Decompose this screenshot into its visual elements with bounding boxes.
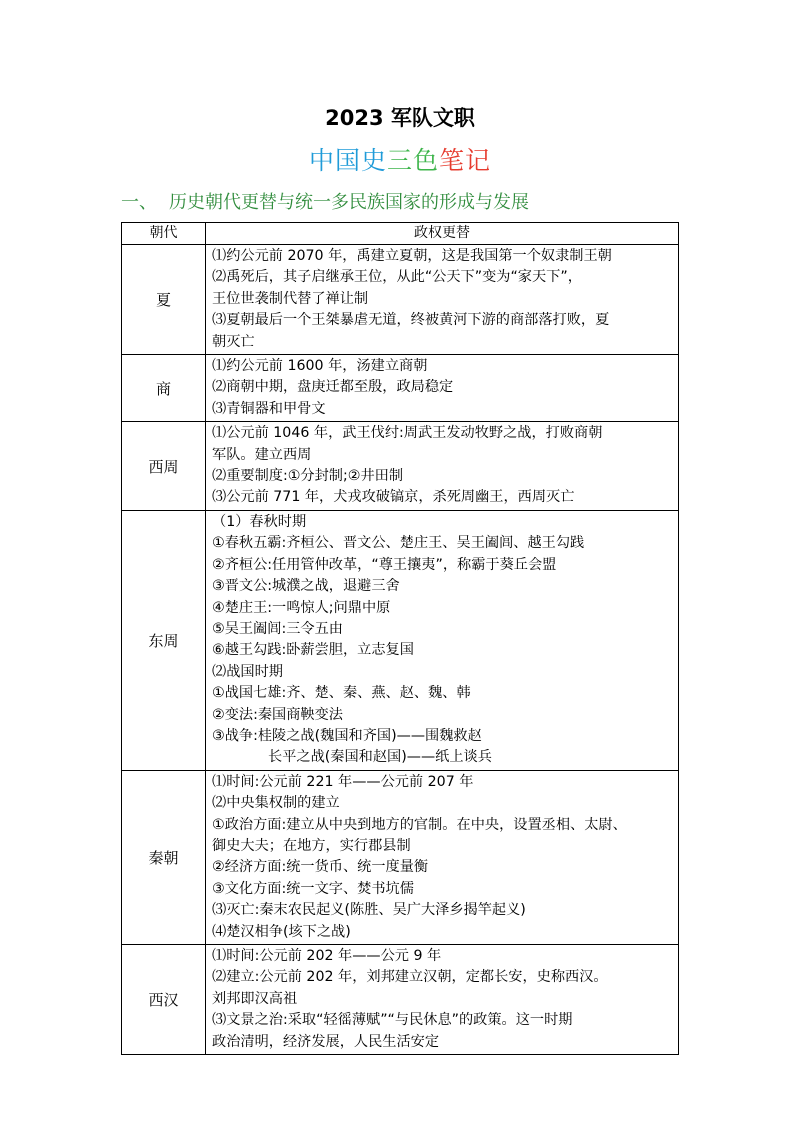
content-line: ①春秋五霸:齐桓公、晋文公、楚庄王、吴王阖闾、越王勾践 (212, 535, 585, 552)
table-row-qin (122, 770, 679, 944)
content-line: ⑵中央集权制的建立 (212, 795, 340, 812)
content-line: ④楚庄王:一鸣惊人;问鼎中原 (212, 599, 391, 616)
regime-content (206, 510, 679, 770)
section-heading (121, 190, 529, 216)
subtitle-part-notes: 笔记 (439, 146, 492, 175)
document-title: 2023 军队文职 (325, 106, 475, 130)
dynasty-name: 东周 (122, 510, 206, 770)
content-line: ⑤吴王阖闾:三令五由 (212, 620, 343, 637)
content-line: ⑷楚汉相争(垓下之战) (212, 923, 351, 940)
header-regime-change: 政权更替 (206, 223, 679, 245)
content-line: 刘邦即汉高祖 (212, 990, 298, 1007)
content-line: ⑴公元前 1046 年，武王伐纣:周武王发动牧野之战，打败商朝 (212, 425, 603, 442)
content-line: 王位世袭制代替了禅让制 (212, 290, 369, 307)
content-line: （1）春秋时期 (212, 513, 307, 530)
content-line: ⑶夏朝最后一个王桀暴虐无道，终被黄河下游的商部落打败，夏 (212, 312, 610, 329)
content-line: ⑶文景之治:采取“轻徭薄赋”“与民休息”的政策。这一时期 (212, 1012, 573, 1029)
content-line: ⑶公元前 771 年，犬戎攻破镐京，杀死周幽王，西周灭亡 (212, 489, 575, 506)
table-row-shang (122, 355, 679, 422)
content-line: ③晋文公:城濮之战，退避三舍 (212, 578, 400, 595)
content-line: ⑴时间:公元前 221 年——公元前 207 年 (212, 773, 474, 790)
content-line: ⑵禹死后，其子启继承王位，从此“公天下”变为“家天下”， (212, 269, 582, 286)
table-row-western-han (122, 945, 679, 1055)
content-line: 御史大夫；在地方，实行郡县制 (212, 837, 411, 854)
regime-content (206, 770, 679, 944)
table-header-row (122, 223, 679, 245)
dynasty-table (121, 222, 679, 1055)
content-line: ⑵建立:公元前 202 年，刘邦建立汉朝，定都长安，史称西汉。 (212, 969, 608, 986)
content-line: ③文化方面:统一文字、焚书坑儒 (212, 880, 414, 897)
section-title: 历史朝代更替与统一多民族国家的形成与发展 (169, 192, 529, 213)
content-line: 政治清明，经济发展，人民生活安定 (212, 1033, 440, 1050)
dynasty-name: 西汉 (122, 945, 206, 1055)
subtitle-part-three-color: 三色 (386, 146, 439, 175)
content-line: ①战国七雄:齐、楚、秦、燕、赵、魏、韩 (212, 685, 471, 702)
content-line: ⑴约公元前 1600 年，汤建立商朝 (212, 358, 428, 375)
dynasty-name: 夏 (122, 245, 206, 355)
regime-content (206, 945, 679, 1055)
dynasty-name: 西周 (122, 422, 206, 511)
content-line: ⑶青铜器和甲骨文 (212, 400, 326, 417)
section-number: 一、 (121, 192, 157, 213)
regime-content (206, 355, 679, 422)
dynasty-name: 商 (122, 355, 206, 422)
table-row-xia (122, 245, 679, 355)
content-line: ⑥越王勾践:卧薪尝胆，立志复国 (212, 642, 414, 659)
dynasty-name: 秦朝 (122, 770, 206, 944)
content-line: ⑵重要制度:①分封制;②井田制 (212, 468, 404, 485)
content-line: ②经济方面:统一货币、统一度量衡 (212, 859, 429, 876)
content-line: 长平之战(秦国和赵国)——纸上谈兵 (268, 749, 492, 766)
content-line: ①政治方面:建立从中央到地方的官制。在中央，设置丞相、太尉、 (212, 816, 627, 833)
content-line: 朝灭亡 (212, 333, 255, 350)
content-line: 军队。建立西周 (212, 446, 312, 463)
content-line: ②齐桓公:任用管仲改革，“尊王攘夷”，称霸于葵丘会盟 (212, 556, 557, 573)
content-line: ⑵战国时期 (212, 663, 283, 680)
content-line: ③战争:桂陵之战(魏国和齐国)——围魏救赵 (212, 727, 482, 744)
content-line: ⑶灭亡:秦末农民起义(陈胜、吴广大泽乡揭竿起义) (212, 902, 526, 919)
header-dynasty: 朝代 (122, 223, 206, 245)
regime-content (206, 422, 679, 511)
regime-content (206, 245, 679, 355)
table-row-western-zhou (122, 422, 679, 511)
content-line: ⑴约公元前 2070 年，禹建立夏朝，这是我国第一个奴隶制王朝 (212, 248, 612, 264)
subtitle-part-chinese-history: 中国史 (308, 146, 387, 175)
content-line: ②变法:秦国商鞅变法 (212, 706, 343, 723)
table-row-eastern-zhou (122, 510, 679, 770)
content-line: ⑵商朝中期，盘庚迁都至殷，政局稳定 (212, 379, 454, 396)
content-line: ⑴时间:公元前 202 年——公元 9 年 (212, 948, 442, 964)
document-subtitle (0, 144, 800, 178)
